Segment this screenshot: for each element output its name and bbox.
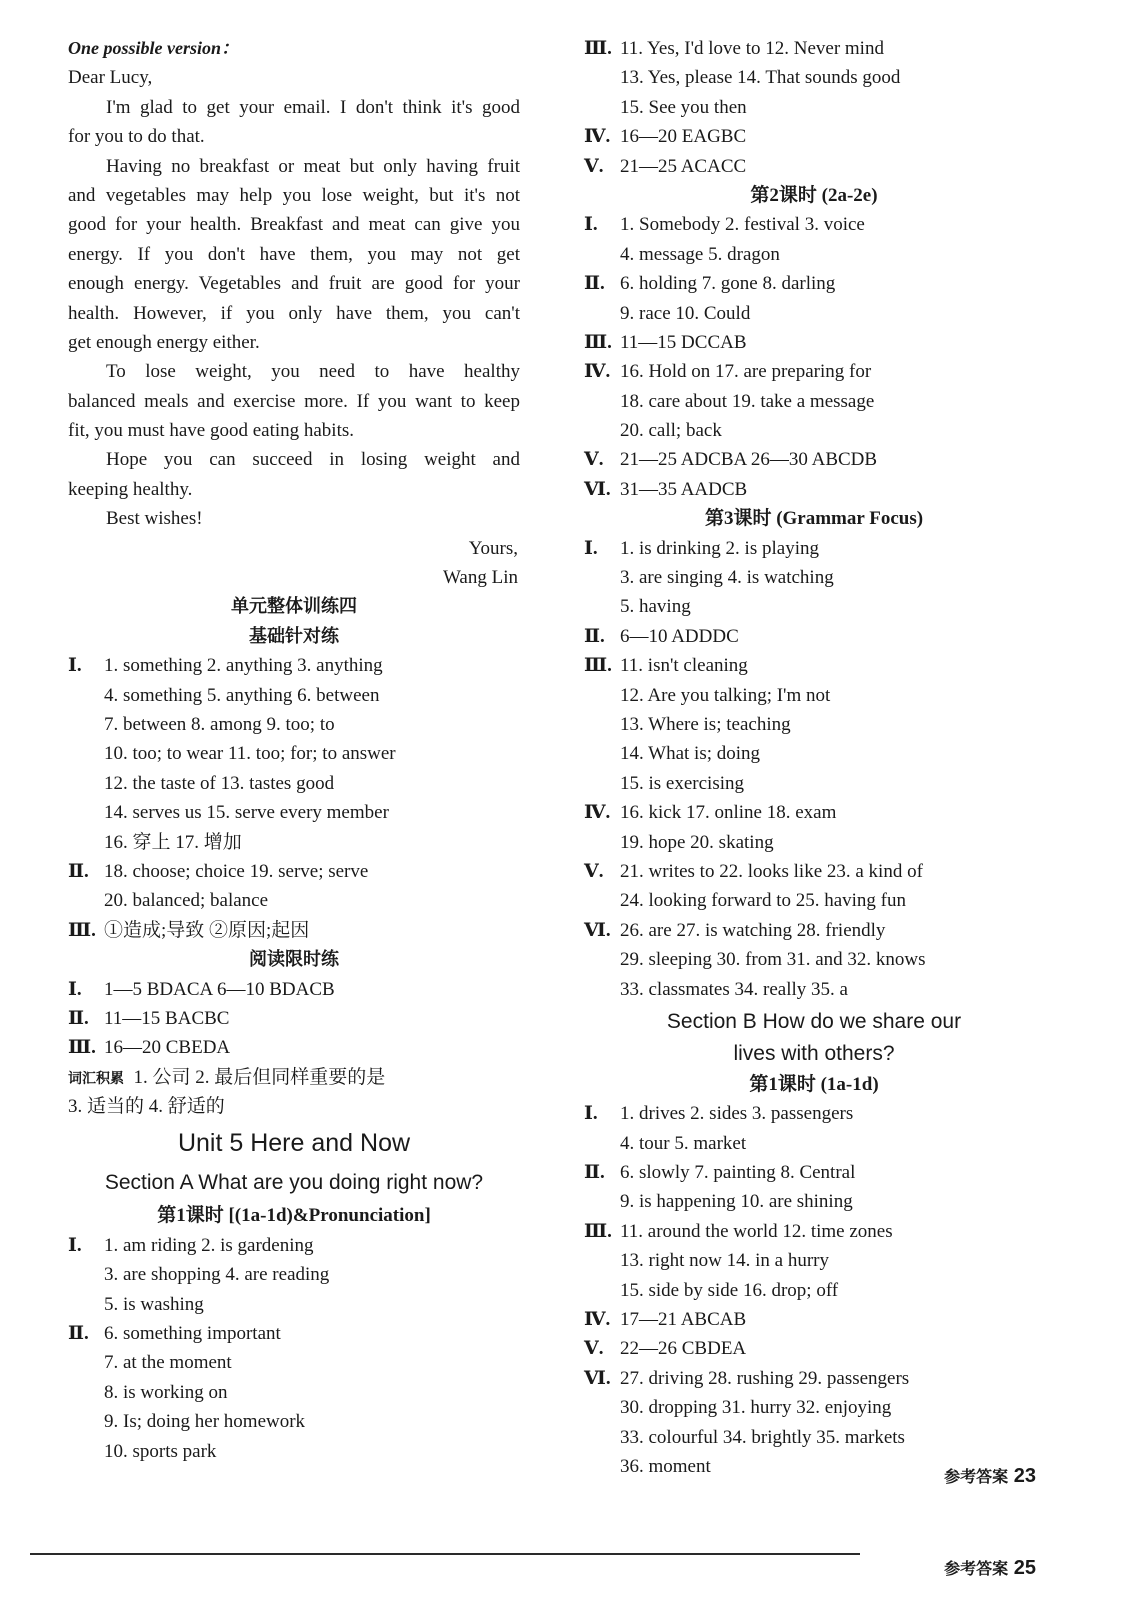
answer-line: 10. too; to wear 11. too; for; to answer <box>104 743 396 765</box>
answer-text: 1—5 BDACA 6—10 BDACB <box>104 978 335 1000</box>
footer-text: 参考答案 <box>944 1467 1009 1486</box>
answer-line: 33. colourful 34. brightly 35. markets <box>620 1426 905 1448</box>
letter-line: Having no breakfast or meat but only having fruit <box>106 155 520 177</box>
answer-line <box>68 857 520 886</box>
section-number: Ⅵ. <box>584 1367 611 1389</box>
answer-line <box>584 857 1044 886</box>
section-number: Ⅳ. <box>584 361 611 383</box>
footer-divider <box>30 1553 860 1555</box>
answer-line <box>68 1004 520 1033</box>
section-number: Ⅵ. <box>584 478 611 500</box>
section-number: Ⅴ. <box>584 1338 604 1360</box>
vocab-line: 3. 适当的 4. 舒适的 <box>68 1096 225 1118</box>
intro-label: One possible version： <box>68 38 239 58</box>
answer-text: 11. around the world 12. time zones <box>620 1220 893 1242</box>
answer-line: 16. 穿上 17. 增加 <box>104 831 242 853</box>
answer-line <box>584 1099 1044 1128</box>
answer-line: 4. tour 5. market <box>620 1132 747 1154</box>
section-number: Ⅳ. <box>584 802 611 824</box>
answer-text: 6. slowly 7. painting 8. Central <box>620 1162 856 1184</box>
answer-line: 15. See you then <box>620 96 747 118</box>
vocab-line <box>68 1063 520 1092</box>
section-number: Ⅳ. <box>584 1309 611 1331</box>
answer-line <box>584 122 1044 151</box>
page-number: 23 <box>1013 1465 1036 1487</box>
lesson-heading: 第1课时 [(1a-1d)&Pronunciation] <box>157 1205 431 1227</box>
answer-line: 24. looking forward to 25. having fun <box>620 890 907 912</box>
letter-line: energy. If you don't have them, you may not get <box>68 243 520 265</box>
answer-line: 20. call; back <box>620 420 722 442</box>
section-number: Ⅴ. <box>584 155 604 177</box>
answer-line <box>584 475 1044 504</box>
answer-line: 9. Is; doing her homework <box>104 1411 306 1433</box>
lesson-heading: 第2课时 (2a-2e) <box>750 184 878 206</box>
section-b-title: Section B How do we share our <box>666 1009 962 1033</box>
answer-line <box>584 357 1044 386</box>
answer-text: 31—35 AADCB <box>620 478 748 500</box>
letter-signature: Wang Lin <box>443 567 518 589</box>
section-number: Ⅲ. <box>584 655 612 677</box>
answer-text: 1. drives 2. sides 3. passengers <box>620 1103 854 1125</box>
section-number: Ⅵ. <box>584 919 611 941</box>
answer-line: 3. are singing 4. is watching <box>620 567 834 589</box>
answer-text: 1. is drinking 2. is playing <box>620 537 819 559</box>
section-number: Ⅰ. <box>68 655 82 677</box>
answer-line: 19. hope 20. skating <box>620 831 774 853</box>
vocab-label: 词汇积累 <box>68 1070 124 1087</box>
answer-text: 1. something 2. anything 3. anything <box>104 655 383 677</box>
answer-line: 12. the taste of 13. tastes good <box>104 772 335 794</box>
answer-line <box>584 1334 1044 1363</box>
section-a-title: Section A What are you doing right now? <box>104 1171 484 1195</box>
answer-line: 7. between 8. among 9. too; to <box>104 713 335 735</box>
section-number: Ⅲ. <box>68 1037 96 1059</box>
answer-line: 4. message 5. dragon <box>620 243 780 265</box>
answer-line: 33. classmates 34. really 35. a <box>620 978 848 1000</box>
answer-line <box>584 210 1044 239</box>
answer-line: 13. right now 14. in a hurry <box>620 1250 829 1272</box>
answer-line: 4. something 5. anything 6. between <box>104 684 380 706</box>
answer-line <box>584 798 1044 827</box>
answer-line: 14. What is; doing <box>620 743 761 765</box>
answer-text: 6—10 ADDDC <box>620 625 739 647</box>
section-number: Ⅳ. <box>584 126 611 148</box>
answer-text: 26. are 27. is watching 28. friendly <box>620 919 886 941</box>
section-b-title-cont: lives with others? <box>733 1041 895 1065</box>
answer-line <box>68 651 520 680</box>
answer-text: 16. kick 17. online 18. exam <box>620 802 837 824</box>
answer-text: 16. Hold on 17. are preparing for <box>620 361 872 383</box>
page-footer-label <box>944 1556 1036 1580</box>
section-number: Ⅲ. <box>584 1220 612 1242</box>
answer-line: 10. sports park <box>104 1440 217 1462</box>
answer-line <box>584 269 1044 298</box>
answer-line: 5. is washing <box>104 1293 204 1315</box>
answer-line: 36. moment <box>620 1455 711 1477</box>
section-number: Ⅴ. <box>584 860 604 882</box>
letter-line: keeping healthy. <box>68 478 193 500</box>
answer-line: 30. dropping 31. hurry 32. enjoying <box>620 1397 892 1419</box>
page-number: 25 <box>1013 1557 1036 1579</box>
section-number: Ⅱ. <box>68 1007 89 1029</box>
answer-line: 15. side by side 16. drop; off <box>620 1279 839 1301</box>
answer-line: 12. Are you talking; I'm not <box>620 684 831 706</box>
answer-line: 3. are shopping 4. are reading <box>104 1264 330 1286</box>
answer-text: 11—15 BACBC <box>104 1007 230 1029</box>
answer-text: 27. driving 28. rushing 29. passengers <box>620 1367 910 1389</box>
answer-line: 9. is happening 10. are shining <box>620 1191 853 1213</box>
section-number: Ⅱ. <box>68 860 89 882</box>
answer-text: 1. am riding 2. is gardening <box>104 1234 314 1256</box>
section-number: Ⅰ. <box>584 537 598 559</box>
page-footer-label <box>944 1464 1036 1488</box>
answer-line <box>68 1231 520 1260</box>
answer-line <box>584 328 1044 357</box>
answer-text: 6. something important <box>104 1323 281 1345</box>
answer-line <box>584 534 1044 563</box>
letter-line: health. However, if you only have them, you can't <box>68 302 520 324</box>
section-number: Ⅰ. <box>68 978 82 1000</box>
section-number: Ⅲ. <box>68 919 96 941</box>
letter-line: good for your health. Breakfast and meat can give you <box>68 214 520 236</box>
section-number: Ⅰ. <box>584 1103 598 1125</box>
section-number: Ⅰ. <box>68 1234 82 1256</box>
unit-title: Unit 5 Here and Now <box>177 1129 411 1158</box>
lesson-heading: 第3课时 (Grammar Focus) <box>704 508 924 530</box>
answer-text: 16—20 EAGBC <box>620 126 747 148</box>
answer-text: 1. Somebody 2. festival 3. voice <box>620 214 865 236</box>
section-number: Ⅲ. <box>584 331 612 353</box>
answer-line: 20. balanced; balance <box>104 890 269 912</box>
letter-line: I'm glad to get your email. I don't think it's good <box>106 96 520 118</box>
answer-text: 16—20 CBEDA <box>104 1037 231 1059</box>
section-number: Ⅱ. <box>584 625 605 647</box>
footer-text: 参考答案 <box>944 1559 1009 1578</box>
answer-text: 21—25 ACACC <box>620 155 747 177</box>
answer-text: 11. Yes, I'd love to 12. Never mind <box>620 38 884 59</box>
answer-line <box>584 916 1044 945</box>
right-column <box>584 34 1044 1481</box>
answer-line: 7. at the moment <box>104 1352 232 1374</box>
section-number: Ⅱ. <box>584 273 605 295</box>
answer-line <box>584 1364 1044 1393</box>
basic-practice-heading: 基础针对练 <box>249 625 339 647</box>
letter-line: Hope you can succeed in losing weight and <box>106 449 520 471</box>
section-number: Ⅲ. <box>584 38 612 59</box>
answer-line <box>584 152 1044 181</box>
letter-line: To lose weight, you need to have healthy <box>106 361 520 383</box>
answer-line: 8. is working on <box>104 1381 228 1403</box>
answer-line: 13. Yes, please 14. That sounds good <box>620 67 901 89</box>
answer-line <box>68 975 520 1004</box>
letter-line: fit, you must have good eating habits. <box>68 420 355 442</box>
answer-line: 29. sleeping 30. from 31. and 32. knows <box>620 949 926 971</box>
letter-line: for you to do that. <box>68 126 205 148</box>
answer-line <box>584 445 1044 474</box>
letter-closing: Best wishes! <box>106 508 203 530</box>
section-number: Ⅱ. <box>68 1323 89 1345</box>
answer-line: 13. Where is; teaching <box>620 713 791 735</box>
answer-line: 5. having <box>620 596 691 618</box>
left-column <box>68 34 520 1466</box>
answer-line <box>584 1158 1044 1187</box>
reading-practice-heading: 阅读限时练 <box>249 949 339 971</box>
answer-text: 21. writes to 22. looks like 23. a kind of <box>620 860 923 882</box>
section-number: Ⅱ. <box>584 1162 605 1184</box>
answer-line: 18. care about 19. take a message <box>620 390 875 412</box>
answer-line: 14. serves us 15. serve every member <box>104 802 389 824</box>
letter-line: balanced meals and exercise more. If you want to keep <box>68 390 520 412</box>
answer-line <box>584 34 1044 63</box>
answer-line: 9. race 10. Could <box>620 302 751 324</box>
answer-line: 15. is exercising <box>620 772 745 794</box>
answer-text: 11. isn't cleaning <box>620 655 748 677</box>
answer-line <box>68 916 520 945</box>
section-number: Ⅰ. <box>584 214 598 236</box>
section-number: Ⅴ. <box>584 449 604 471</box>
answer-text: 17—21 ABCAB <box>620 1309 747 1331</box>
unit-practice-heading: 单元整体训练四 <box>231 596 357 618</box>
answer-text: 6. holding 7. gone 8. darling <box>620 273 836 295</box>
answer-text: 22—26 CBDEA <box>620 1338 747 1360</box>
answer-text: 21—25 ADCBA 26—30 ABCDB <box>620 449 878 471</box>
answer-text: 11—15 DCCAB <box>620 331 747 353</box>
answer-text: 18. choose; choice 19. serve; serve <box>104 860 369 882</box>
letter-yours: Yours, <box>468 537 518 559</box>
answer-line <box>68 1319 520 1348</box>
answer-line <box>584 1217 1044 1246</box>
vocab-text: 1. 公司 2. 最后但同样重要的是 <box>133 1066 386 1088</box>
letter-line: and vegetables may help you lose weight, but it's not <box>68 184 520 206</box>
letter-greeting: Dear Lucy, <box>68 67 153 89</box>
answer-text: ①造成;导致 ②原因;起因 <box>104 919 310 941</box>
answer-line <box>584 1305 1044 1334</box>
lesson-heading: 第1课时 (1a-1d) <box>749 1073 879 1095</box>
letter-line: get enough energy either. <box>68 331 260 353</box>
answer-line <box>584 622 1044 651</box>
answer-line <box>584 651 1044 680</box>
letter-line: enough energy. Vegetables and fruit are good for your <box>68 273 520 295</box>
answer-line <box>68 1033 520 1062</box>
